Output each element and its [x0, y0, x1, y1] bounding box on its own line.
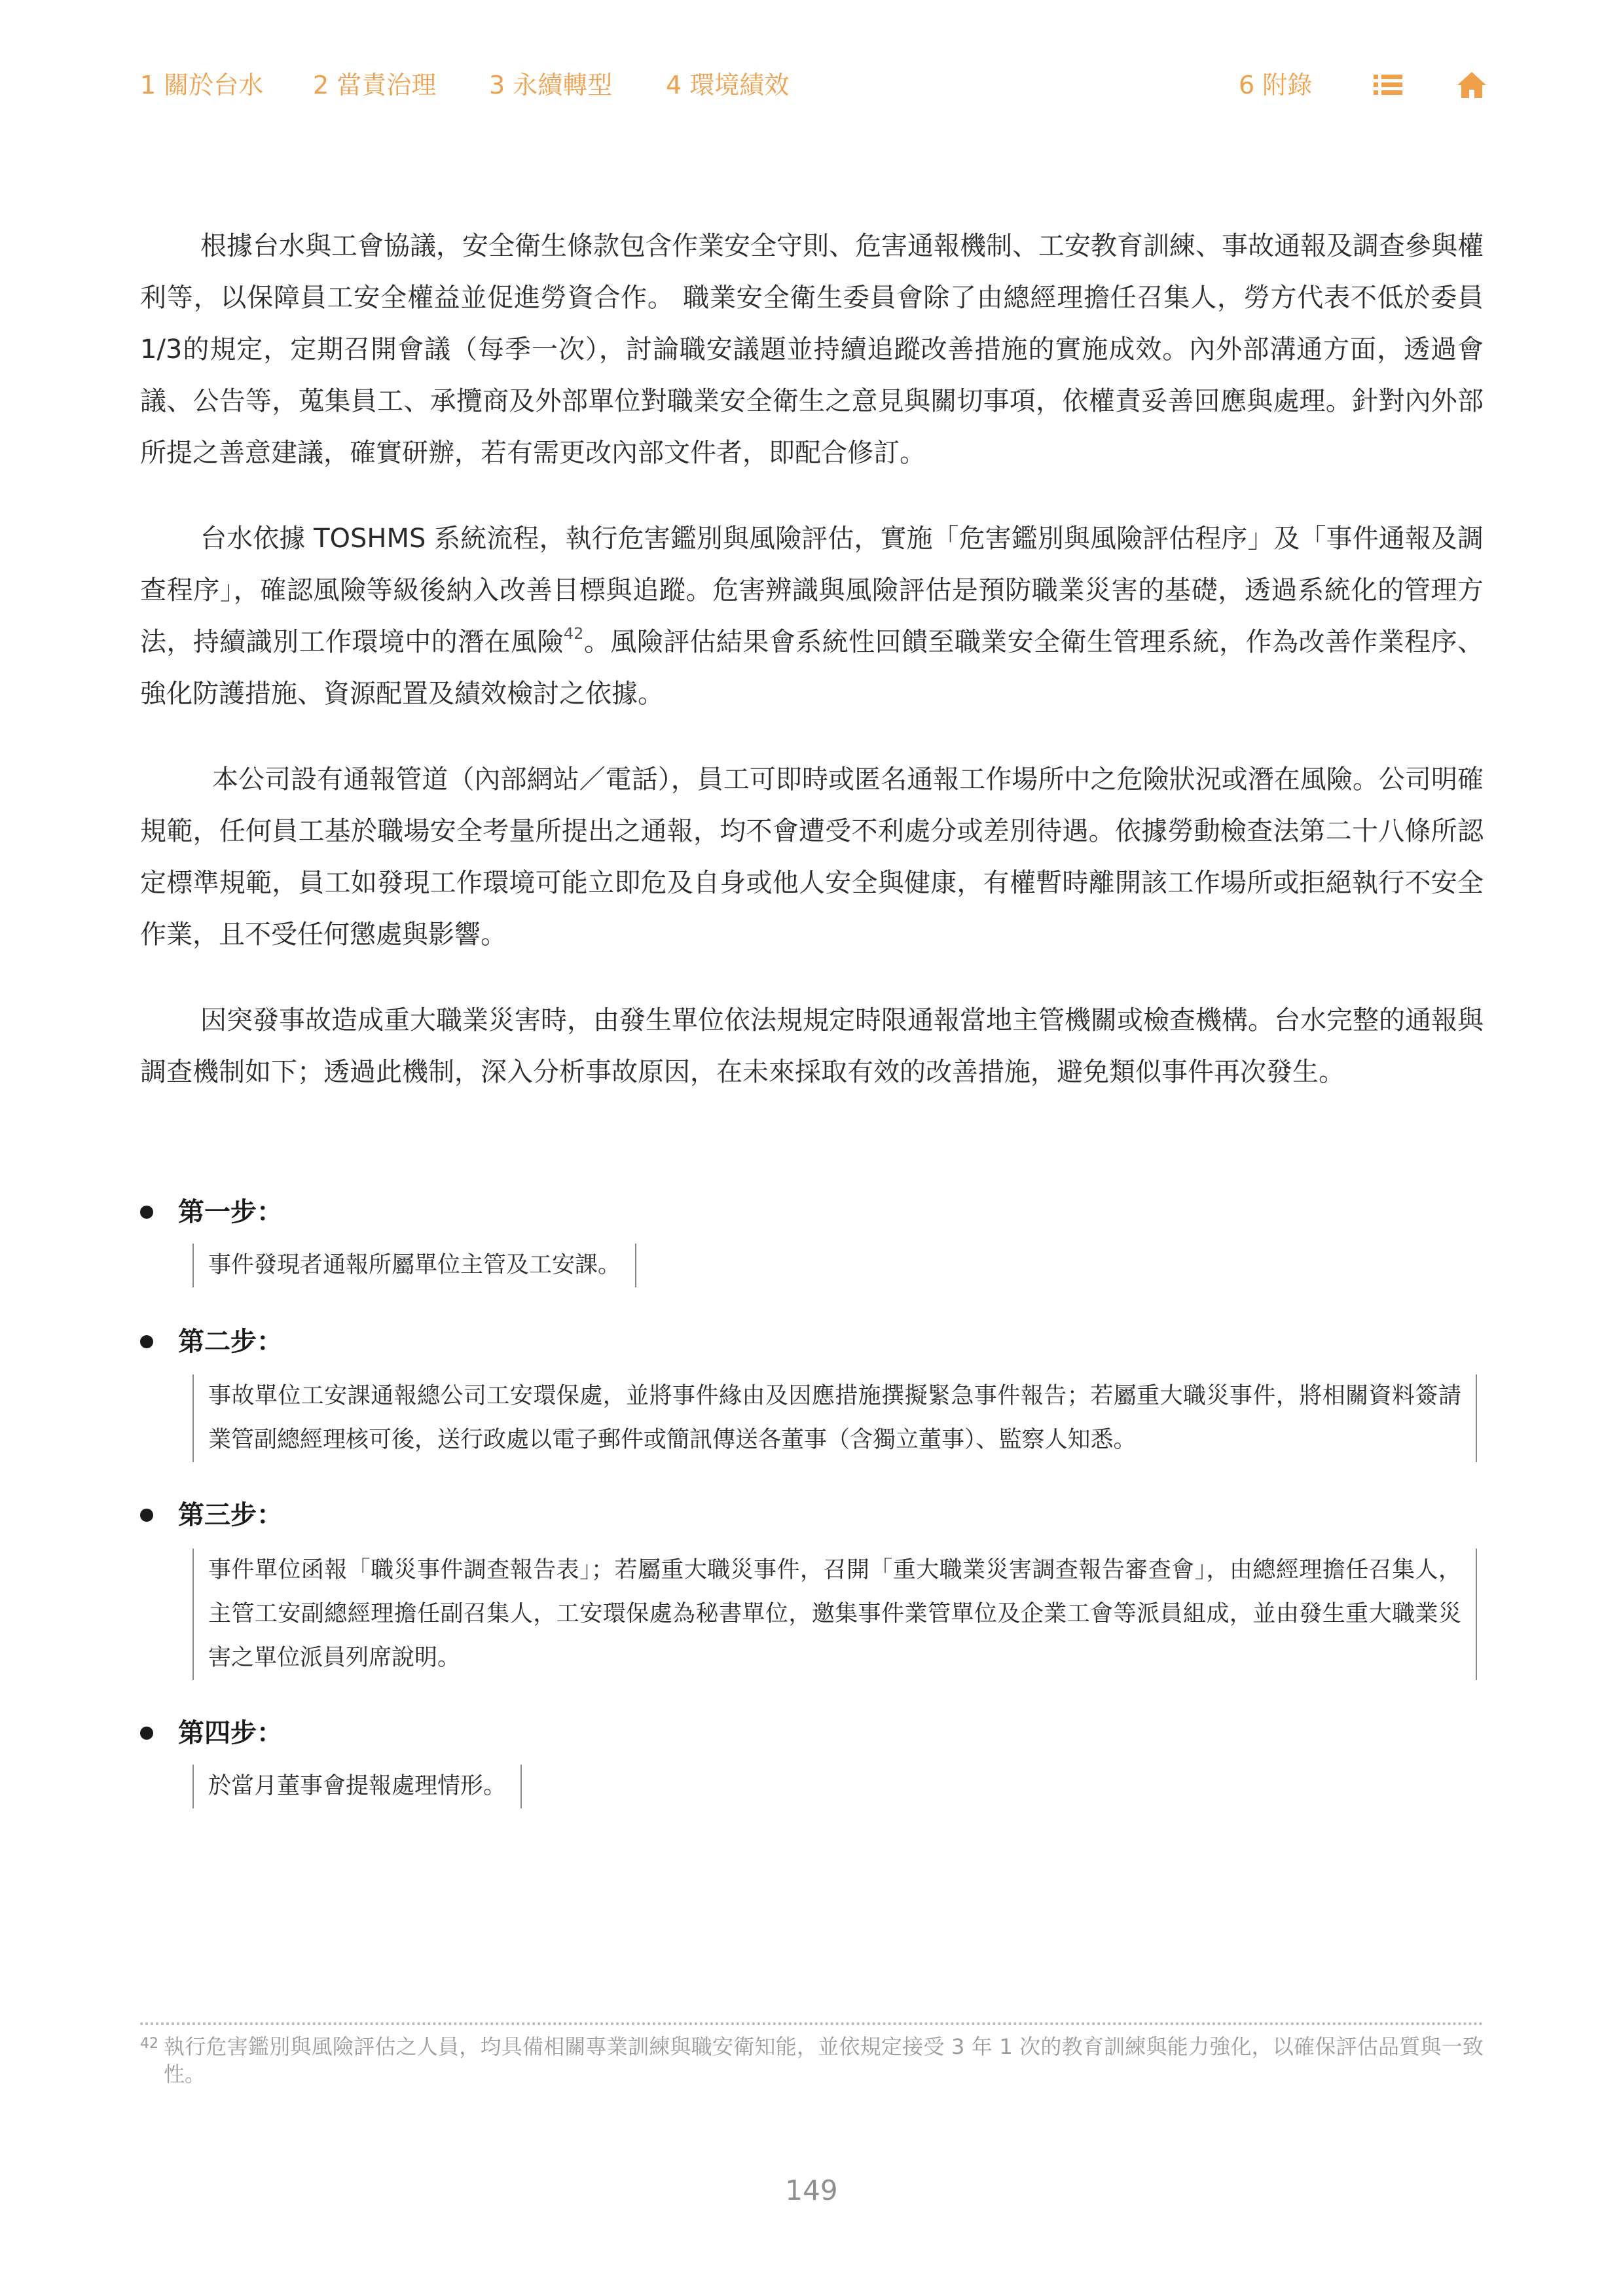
step-1-description: 事件發現者通報所屬單位主管及工安課。 — [192, 1244, 636, 1287]
list-icon[interactable] — [1372, 69, 1404, 101]
bullet-icon — [140, 1335, 153, 1348]
paragraph-text-after-ref: 。風險評估結果會系統性回饋至職業安全衛生管理系統，作為改善作業程序、強化防護措施、資源配置及績效檢討之依據。 — [140, 627, 1484, 709]
page-number: 149 — [785, 2174, 838, 2206]
paragraph-labor-agreement: 根據台水與工會協議，安全衛生條款包含作業安全守則、危害通報機制、工安教育訓練、事故通報及調查參與權利等，以保障員工安全權益並促進勞資合作。 職業安全衛生委員會除了由總經理擔任召集人，勞方代表不低於委員1/3的規定，定期召開會議（每季一次），討論職安議題並持續追蹤改善措施的實施成效。內外部溝通方面，透過會議、公告等，蒐集員工、承攬商及外部單位對職業安全衛生之意見與關切事項，依權責妥善回應與處理。針對內外部所提之善意建議，確實研辦，若有需更改內部文件者，即配合修訂。 — [140, 231, 1484, 468]
footnote-number: 42 — [140, 2036, 158, 2052]
step-1-title: 第一步： — [178, 1197, 283, 1227]
step-4-description: 於當月董事會提報處理情形。 — [192, 1765, 522, 1808]
nav-chapter-6[interactable]: 6 附錄 — [1239, 71, 1313, 99]
home-icon[interactable] — [1456, 69, 1487, 101]
step-2-title: 第二步： — [178, 1327, 283, 1357]
footnote-text: 執行危害鑑別與風險評估之人員，均具備相關專業訓練與職安衛知能，並依規定接受 3 年 1 次的教育訓練與能力強化，以確保評估品質與一致性。 — [164, 2034, 1484, 2087]
footnote-divider — [140, 2022, 1484, 2025]
paragraph-text-before-ref: 台水依據 TOSHMS 系統流程，執行危害鑑別與風險評估，實施「危害鑑別與風險評估程序」及「事件通報及調查程序」，確認風險等級後納入改善目標與追蹤。危害辨識與風險評估是預防職業災害的基礎，透過系統化的管理方法，持續識別工作環境中的潛在風險 — [140, 524, 1484, 657]
footnote — [140, 2033, 1484, 2088]
nav-chapter-3[interactable]: 3 永續轉型 — [489, 71, 613, 99]
nav-chapter-1[interactable]: 1 關於台水 — [140, 71, 264, 99]
step-4-title: 第四步： — [178, 1718, 283, 1748]
bullet-icon — [140, 1727, 153, 1740]
step-3-description: 事件單位函報「職災事件調查報告表」；若屬重大職災事件，召開「重大職業災害調查報告審查會」，由總經理擔任召集人，主管工安副總經理擔任副召集人，工安環保處為秘書單位，邀集事件業管單位及企業工會等派員組成，並由發生重大職業災害之單位派員列席說明。 — [192, 1549, 1477, 1680]
footnote-reference[interactable]: 42 — [563, 624, 584, 643]
nav-chapter-2[interactable]: 2 當責治理 — [313, 71, 437, 99]
bullet-icon — [140, 1509, 153, 1522]
nav-chapter-4[interactable]: 4 環境績效 — [666, 71, 790, 99]
paragraph-incident-procedure: 因突發事故造成重大職業災害時，由發生單位依法規規定時限通報當地主管機關或檢查機構。台水完整的通報與調查機制如下；透過此機制，深入分析事故原因，在未來採取有效的改善措施，避免類似事件再次發生。 — [140, 1005, 1484, 1087]
paragraph-toshms-risk-assessment — [140, 513, 1484, 720]
paragraph-reporting-channel: 本公司設有通報管道（內部網站／電話），員工可即時或匿名通報工作場所中之危險狀況或潛在風險。公司明確規範，任何員工基於職場安全考量所提出之通報，均不會遭受不利處分或差別待遇。依據勞動檢查法第二十八條所認定標準規範，員工如發現工作環境可能立即危及自身或他人安全與健康，有權暫時離開該工作場所或拒絕執行不安全作業，且不受任何懲處與影響。 — [140, 764, 1484, 950]
top-navigation — [140, 64, 1483, 106]
step-2-description: 事故單位工安課通報總公司工安環保處，並將事件緣由及因應措施撰擬緊急事件報告；若屬重大職災事件，將相關資料簽請業管副總經理核可後，送行政處以電子郵件或簡訊傳送各董事（含獨立董事）、監察人知悉。 — [192, 1374, 1477, 1462]
step-3-title: 第三步： — [178, 1500, 283, 1530]
bullet-icon — [140, 1206, 153, 1219]
